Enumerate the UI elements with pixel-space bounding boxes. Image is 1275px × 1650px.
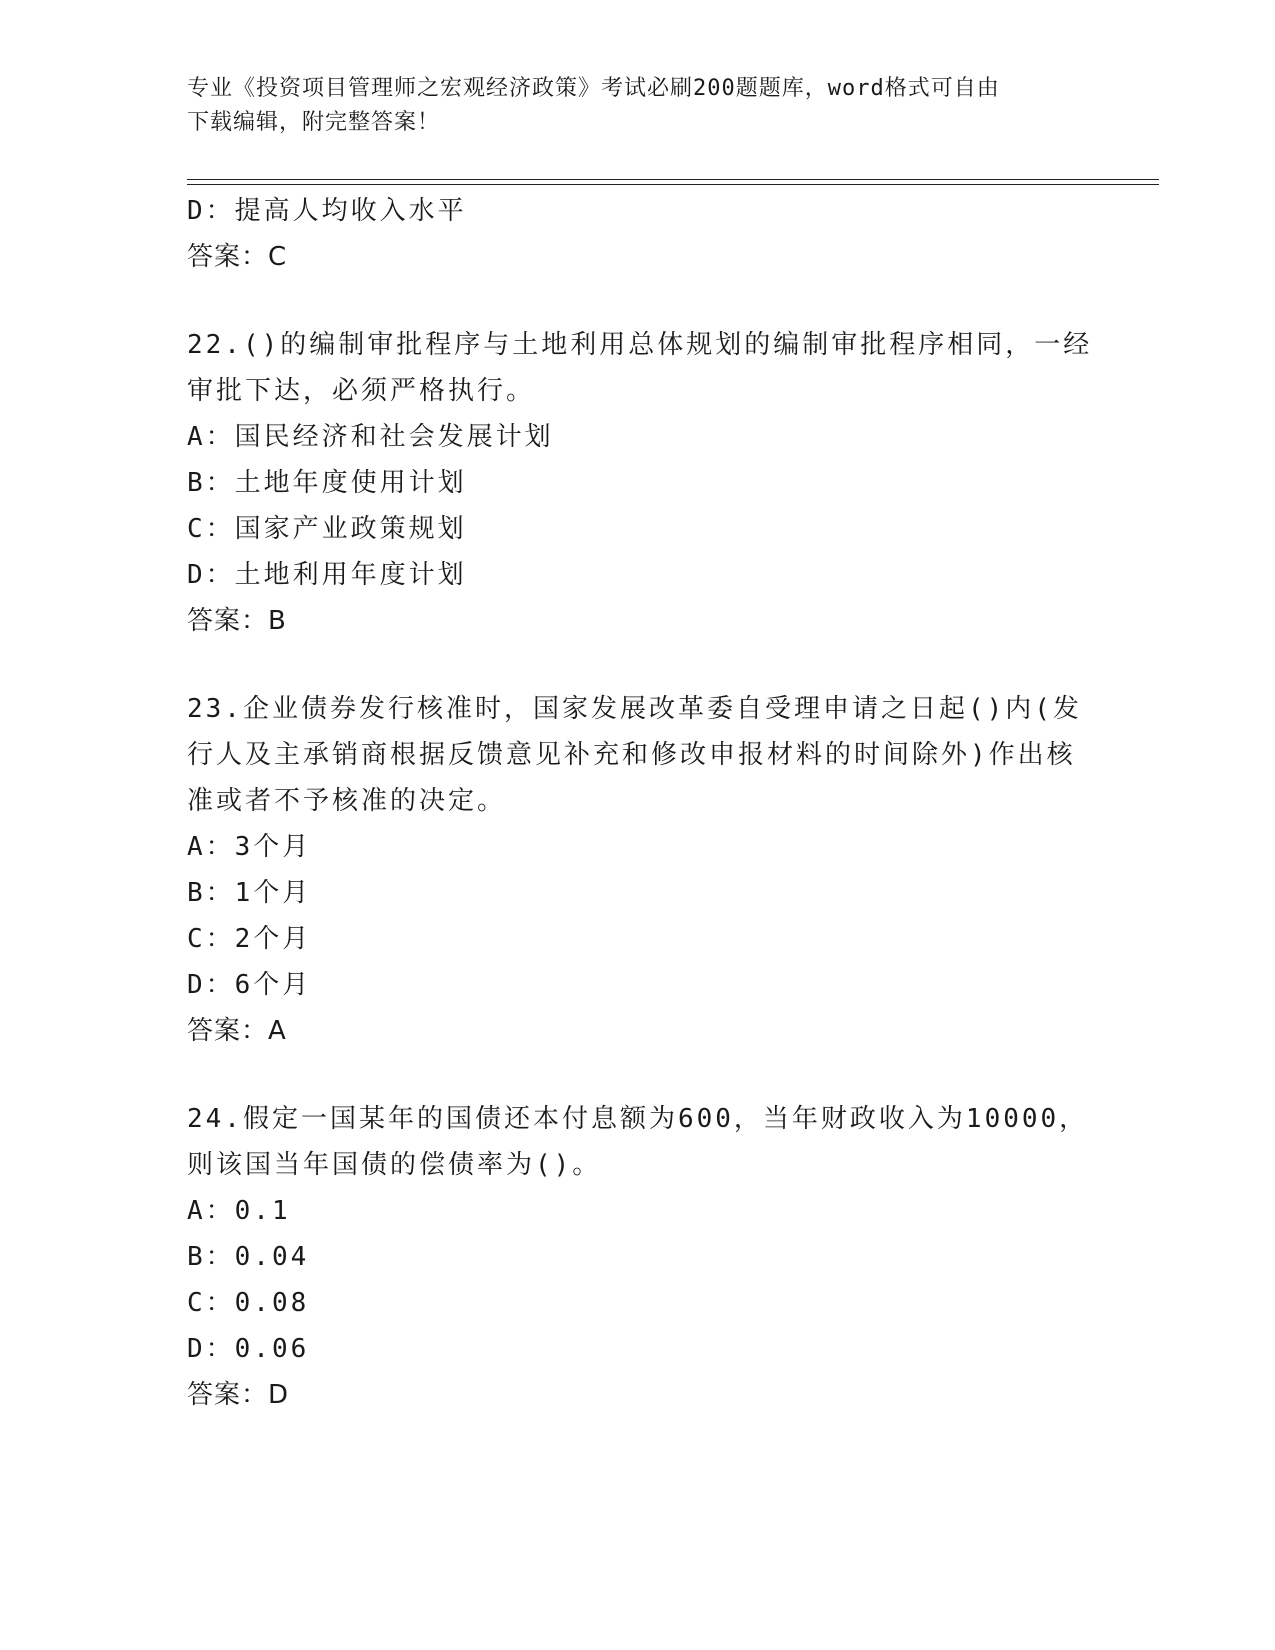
option-a: A：0.1 — [187, 1196, 291, 1226]
question-text-line: 22.()的编制审批程序与土地利用总体规划的编制审批程序相同，一经 — [187, 330, 1093, 360]
answer: 答案：A — [187, 1016, 287, 1046]
answer: 答案：B — [187, 606, 287, 636]
previous-question-tail — [187, 188, 1087, 280]
question-23 — [187, 686, 1087, 1054]
option-d: D：6个月 — [187, 970, 312, 1000]
question-text-line: 行人及主承销商根据反馈意见补充和修改申报材料的时间除外)作出核 — [187, 740, 1076, 770]
option-d: D：土地利用年度计划 — [187, 560, 467, 590]
header-line-1: 专业《投资项目管理师之宏观经济政策》考试必刷200题题库，word格式可自由 — [187, 76, 1000, 101]
option-a: A：3个月 — [187, 832, 312, 862]
option-c: C：2个月 — [187, 924, 312, 954]
option-d: D：0.06 — [187, 1334, 310, 1364]
answer: 答案：D — [187, 1380, 290, 1410]
question-24 — [187, 1096, 1087, 1418]
answer: 答案：C — [187, 242, 288, 272]
header-divider-top — [187, 179, 1159, 180]
option-c: C：0.08 — [187, 1288, 310, 1318]
option-a: A：国民经济和社会发展计划 — [187, 422, 554, 452]
header-divider-bottom — [187, 184, 1159, 185]
question-text-line: 23.企业债券发行核准时，国家发展改革委自受理申请之日起()内(发 — [187, 694, 1082, 724]
option-d: D：提高人均收入水平 — [187, 196, 467, 226]
option-b: B：1个月 — [187, 878, 312, 908]
option-b: B：土地年度使用计划 — [187, 468, 467, 498]
question-text-line: 则该国当年国债的偿债率为()。 — [187, 1150, 602, 1180]
document-header — [187, 72, 1087, 140]
option-b: B：0.04 — [187, 1242, 310, 1272]
question-text-line: 24.假定一国某年的国债还本付息额为600，当年财政收入为10000， — [187, 1104, 1089, 1134]
question-22 — [187, 322, 1093, 644]
question-text-line: 审批下达，必须严格执行。 — [187, 376, 536, 406]
question-list — [187, 188, 1093, 1418]
question-text-line: 准或者不予核准的决定。 — [187, 786, 507, 816]
option-c: C：国家产业政策规划 — [187, 514, 467, 544]
header-line-2: 下载编辑，附完整答案！ — [187, 110, 441, 135]
